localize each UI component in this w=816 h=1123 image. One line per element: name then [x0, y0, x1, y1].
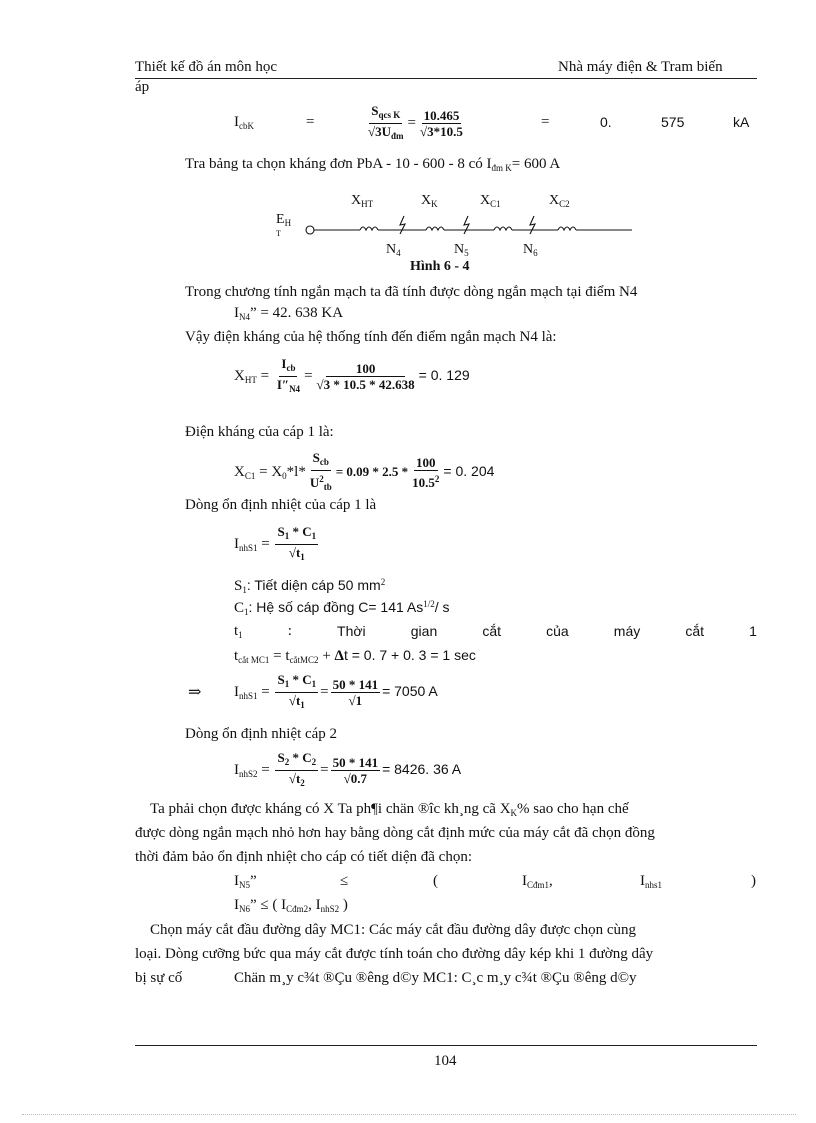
in4-value: $I_{N4}$” = 42. 638 KA	[234, 305, 344, 322]
header-overflow: áp	[135, 79, 150, 95]
eq-xht: $X_{HT}$ = $\frac{I_{cb}}{I''_{N4}}$ = $\frac{100}{√3 * 10.5 * 42.638}$ = 0. 129	[234, 356, 470, 397]
figure-label-xc1: $X_{C1}$	[480, 193, 501, 209]
figure-source-label: $E_H$	[276, 212, 292, 228]
figure-node-n6: $N_6$	[523, 242, 538, 258]
header-right: Nhà máy điện & Tram biến	[558, 59, 723, 75]
fraction: $\frac{S_2 * C_2}{√t_2}$	[277, 750, 317, 788]
cond1-lhs: $I_{N5}$”	[234, 873, 257, 890]
line-tra-bang: Tra bảng ta chọn kháng đơn PbA - 10 - 600 - 8 có $I_{đm K}= 600$ A	[185, 156, 561, 173]
eq-icbk-eq2: =	[541, 114, 550, 130]
s1-line: $S_1$: Tiết diện cáp 50 $mm^2$	[234, 577, 386, 595]
eq-icbk-v2: 575	[661, 114, 685, 130]
page-edge-dotted	[22, 1114, 796, 1115]
eq-inhs2: $I_{nhS2}$ = $\frac{S_2 * C_2}{√t_2}$ = $\frac{50 * 141}{√0.7}$ = 8426. 36 A	[234, 750, 461, 791]
eq-xc1: $X_{C1} = X_0*l*$ $\frac{S_{cb}}{U^2_{tb}}$ = 0.09 * 2.5 * $\frac{100}{10.5^2}$ = 0. 204	[234, 450, 494, 495]
header-left: Thiết kế đồ án môn học	[135, 59, 278, 75]
eq-inhs1: $I_{nhS1}$ = $\frac{S_1 * C_1}{√t_1}$	[234, 524, 320, 565]
para-a-line2: được dòng ngắn mạch nhỏ hơn hay bằng dòng cắt định mức của máy cắt đã chọn đồng	[135, 825, 655, 841]
text-line: Vậy điện kháng của hệ thống tính đến điểm ngắn mạch N4 là:	[185, 329, 557, 345]
eq-inhs1-value: $I_{nhS1}$ = $\frac{S_1 * C_1}{√t_1}$ = $\frac{50 * 141}{√1}$ = 7050 A	[234, 672, 438, 713]
eq-icbk-fractions: $\frac{S_{qcs K}}{√3U_{đm}}$ = $\frac{10.465}{√3*10.5}$	[364, 103, 467, 144]
inductor-xht	[360, 227, 378, 230]
inductor-xk	[426, 227, 444, 230]
cond2: $I_{N6}$” ≤ ( $I_{Cđm2}$, $I_{nhS2}$ )	[234, 897, 348, 914]
fraction: $\frac{50 * 141}{√1}$	[332, 676, 379, 708]
c1-line: $C_1$: Hệ số cáp đồng C= 141 $As^{1/2}/$ s	[234, 599, 450, 617]
cond1-a: $I_{Cđm1}$,	[522, 873, 553, 890]
text-line: Trong chương tính ngắn mạch ta đã tính được dòng ngắn mạch tại điểm N4	[185, 284, 638, 300]
inductor-xc1	[494, 227, 512, 230]
figure-source-sub2: T	[276, 229, 281, 238]
fraction: $\frac{S_{cb}}{U^2_{tb}}$	[309, 450, 332, 492]
eq-icbk-v1: 0.	[600, 114, 612, 130]
figure-caption: Hình 6 - 4	[410, 259, 470, 274]
fraction: $\frac{10.465}{√3*10.5}$	[420, 107, 463, 139]
para-a-line1: Ta phải chọn được kháng có X Ta ph¶i chän ®îc kh¸ng cã $X_K\%$ sao cho hạn chế	[150, 801, 629, 818]
fraction: $\frac{S_1 * C_1}{√t_1}$	[277, 672, 317, 710]
eq-icbk-lhs: $I_{cbK}$	[234, 114, 254, 131]
figure-node-n5: $N_5$	[454, 242, 469, 258]
figure-label-xk: $X_K$	[421, 193, 438, 209]
fraction: $\frac{50 * 141}{√0.7}$	[332, 754, 379, 786]
tcat-line: $t_{cắt MC1} = t_{cắtMC2} + \Delta t = 0$. 7 + 0. 3 = 1 sec	[234, 647, 476, 665]
header-rule	[135, 78, 757, 79]
fault-n4	[400, 216, 405, 234]
inductor-xc2	[558, 227, 576, 230]
text-line: Dòng ổn định nhiệt cáp 2	[185, 726, 338, 742]
cond1-b: $I_{nhs1}$	[640, 873, 663, 890]
fraction: $\frac{100}{√3 * 10.5 * 42.638}$	[316, 360, 415, 392]
figure-label-xc2: $X_{C2}$	[549, 193, 570, 209]
fault-n6	[530, 216, 535, 234]
text-line: Dòng ổn định nhiệt của cáp 1 là	[185, 497, 377, 513]
fraction: $\frac{S_1 * C_1}{√t_1}$	[277, 524, 317, 562]
para-b-line3b: Chän m¸y c¾t ®Çu ®êng d©y MC1: C¸c m¸y c¾t ®Çu ®êng d©y	[234, 970, 637, 986]
figure-label-xht: $X_{HT}$	[351, 193, 374, 209]
fraction: $\frac{I_{cb}}{I''_{N4}}$	[276, 356, 301, 394]
eq-icbk-eq: =	[306, 114, 315, 130]
figure-node-n4: $N_4$	[386, 242, 401, 258]
cond1-le: ≤	[340, 873, 349, 889]
cond1-open: (	[433, 873, 438, 889]
t1-line: $t_1$ : Thời gian cắt của máy cắt 1	[234, 623, 757, 640]
source-terminal	[306, 226, 314, 234]
para-b-line3a: bị sự cố	[135, 970, 183, 986]
eq-icbk-unit: kA	[733, 114, 750, 130]
cond1-close: )	[751, 873, 756, 889]
fraction: $\frac{S_{qcs K}}{√3U_{đm}}$	[368, 103, 404, 141]
page-number: 104	[434, 1053, 457, 1069]
circuit-diagram	[298, 210, 638, 244]
text-line: Điện kháng của cáp 1 là:	[185, 424, 334, 440]
fault-n5	[464, 216, 469, 234]
footer-rule	[135, 1045, 757, 1046]
para-b-line1: Chọn máy cắt đầu đường dây MC1: Các máy cắt đầu đường dây được chọn cùng	[150, 922, 636, 938]
para-b-line2: loại. Dòng cưỡng bức qua máy cắt được tính toán cho đường dây kép khi 1 đường dây	[135, 946, 654, 962]
para-a-line3: thời đảm bảo ổn định nhiệt cho cáp có tiết diện đã chọn:	[135, 849, 473, 865]
arrow: ⇒	[188, 684, 202, 701]
fraction: $\frac{100}{10.5^2}$	[412, 454, 440, 490]
